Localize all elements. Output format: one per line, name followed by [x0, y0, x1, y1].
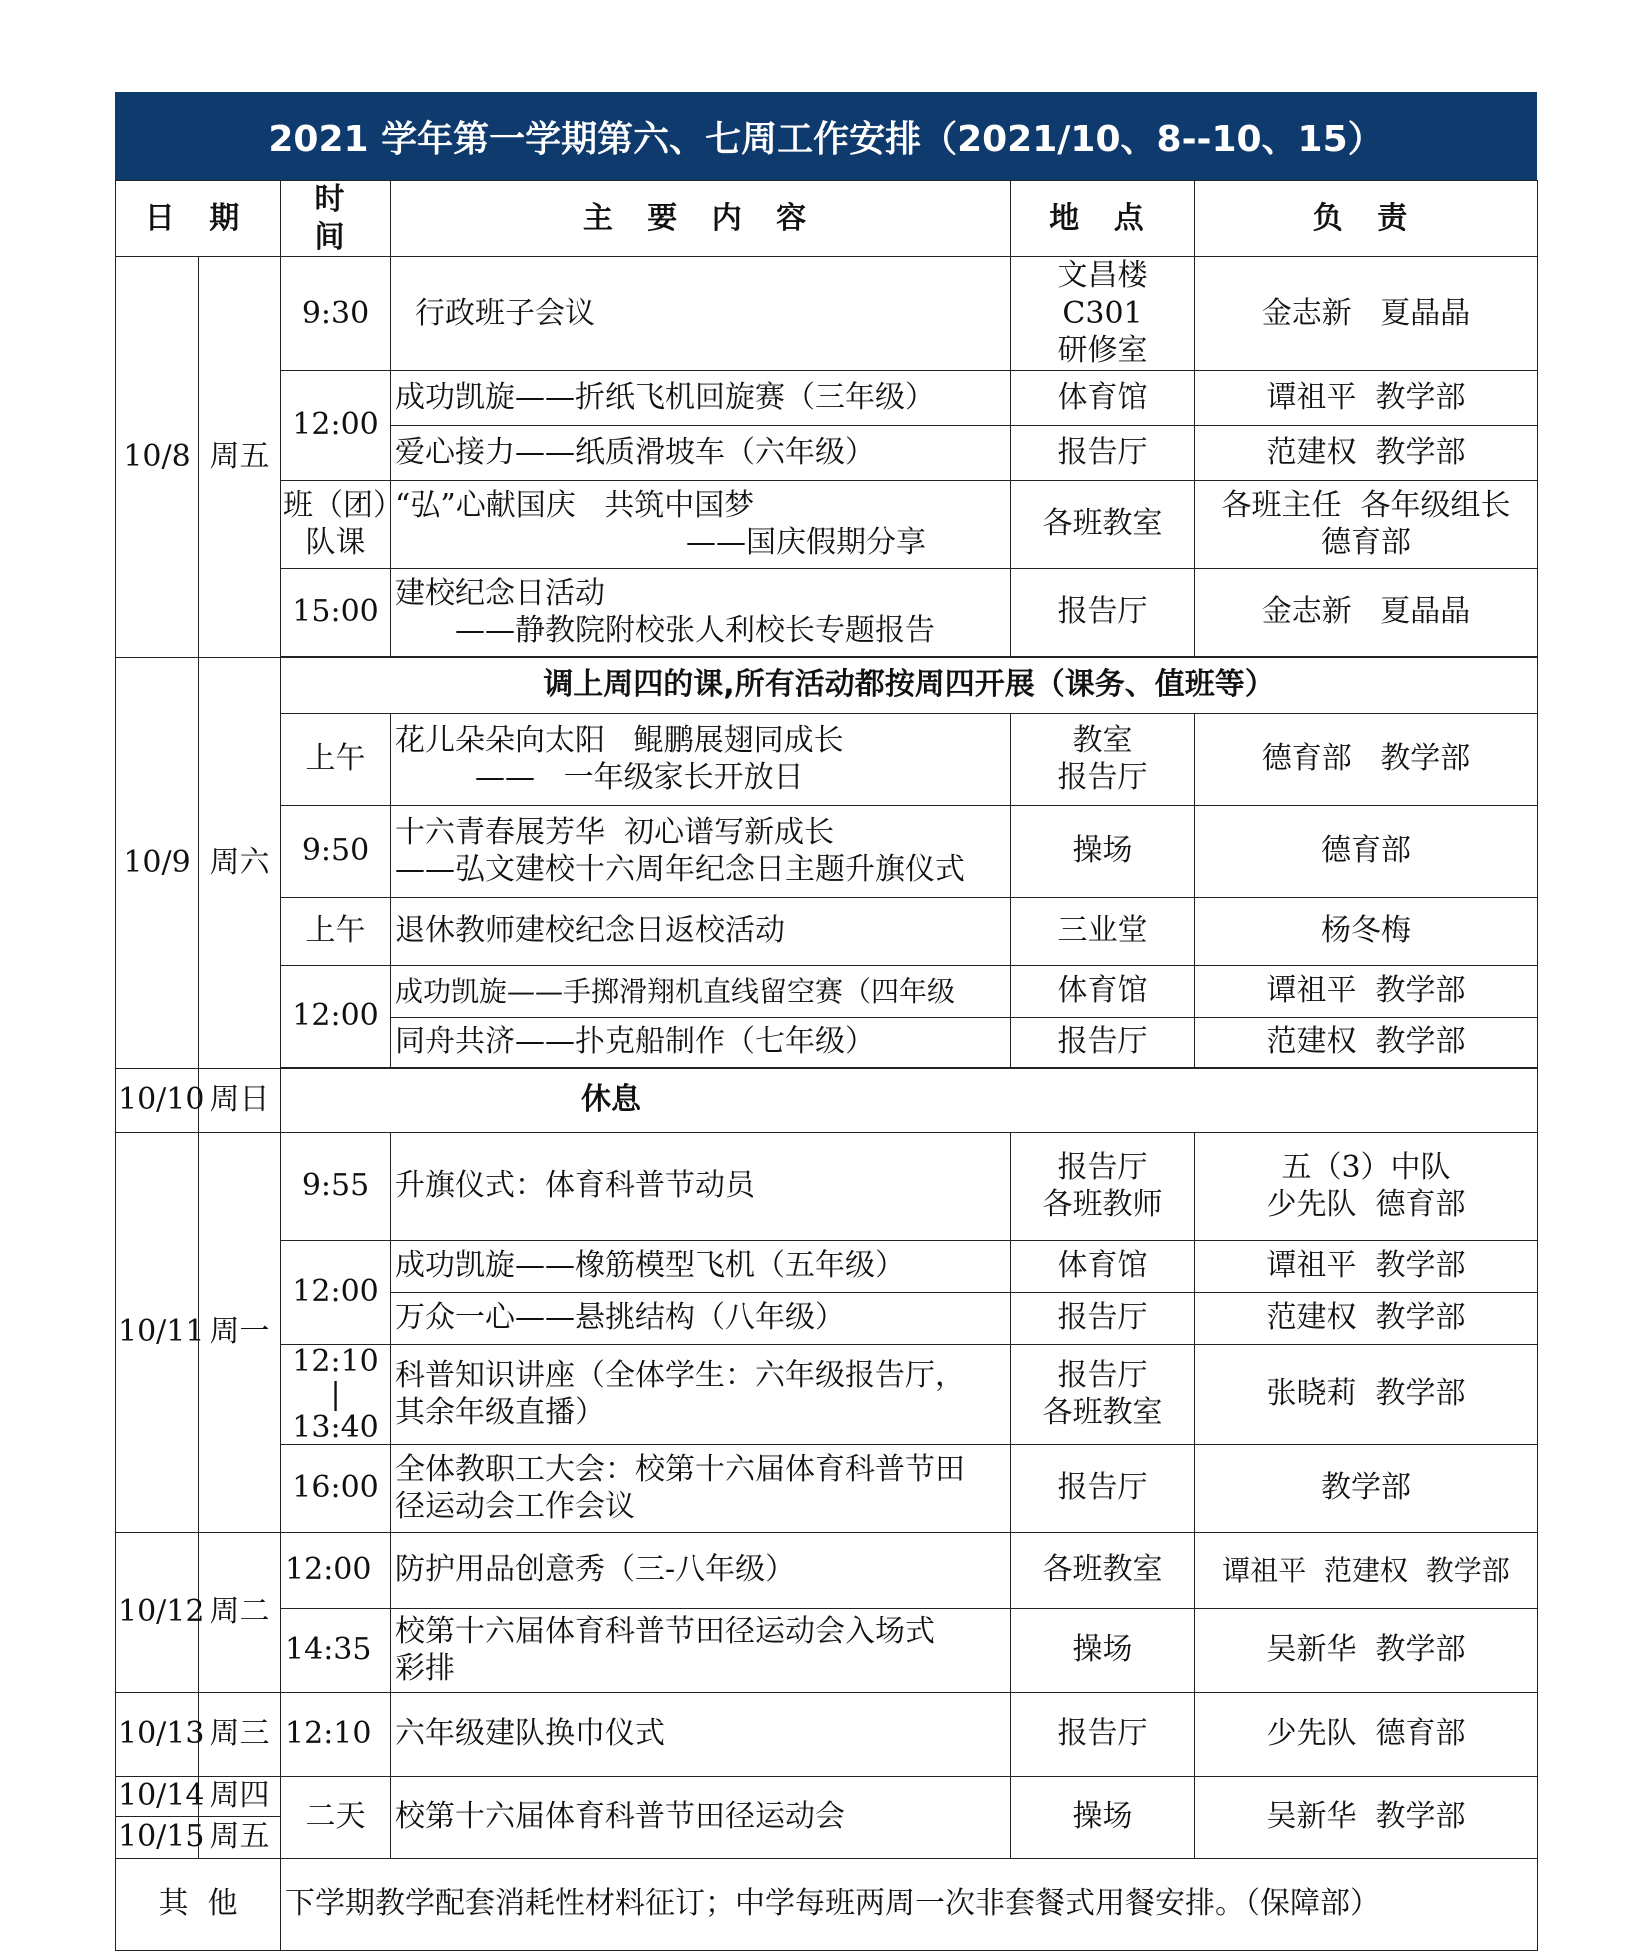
table-row [116, 1132, 1538, 1240]
content-cell [391, 805, 1011, 897]
place-line: 研修室 [1057, 333, 1148, 368]
owner-cell: 德育部 [1195, 805, 1538, 897]
time-line: 班（团） [283, 487, 404, 523]
header-place: 地 点 [1011, 181, 1195, 257]
table-row [116, 257, 1538, 371]
place-cell: 体育馆 [1011, 370, 1195, 425]
table-row [116, 713, 1538, 805]
weekday-cell: 周二 [199, 1532, 281, 1692]
place-cell: 报告厅 [1011, 568, 1195, 656]
table-row [116, 1444, 1538, 1532]
day-note: 调上周四的课,所有活动都按周四开展（课务、值班等） [281, 657, 1538, 713]
place-cell: 报告厅 [1011, 1292, 1195, 1344]
owner-cell: 金志新 夏晶晶 [1195, 257, 1538, 371]
time-cell [281, 1344, 391, 1444]
table-row [116, 1608, 1538, 1692]
other-label: 其 他 [116, 1858, 281, 1950]
time-cell: 14:35 [281, 1608, 391, 1692]
time-cell: 12:00 [281, 370, 391, 480]
place-cell: 报告厅 [1011, 425, 1195, 480]
owner-cell: 教学部 [1195, 1444, 1538, 1532]
page-title: 2021 学年第一学期第六、七周工作安排（2021/10、8--10、15） [115, 92, 1537, 180]
time-cell: 12:10 [281, 1692, 391, 1776]
table-header-row [116, 181, 1538, 257]
other-content: 下学期教学配套消耗性材料征订；中学每班两周一次非套餐式用餐安排。（保障部） [281, 1858, 1538, 1950]
time-cell: 上午 [281, 713, 391, 805]
table-row [116, 480, 1538, 568]
date-cell: 10/15 [116, 1816, 199, 1858]
header-content: 主 要 内 容 [391, 181, 1011, 257]
content-cell: 成功凯旋——折纸飞机回旋赛（三年级） [391, 370, 1011, 425]
content-cell: 行政班子会议 [391, 257, 1011, 371]
content-cell [391, 480, 1011, 568]
content-cell [391, 713, 1011, 805]
owner-cell: 金志新 夏晶晶 [1195, 568, 1538, 656]
owner-cell: 杨冬梅 [1195, 897, 1538, 965]
content-cell: 校第十六届体育科普节田径运动会 [391, 1776, 1011, 1858]
place-line: 各班教室 [1042, 1395, 1163, 1430]
place-line: 各班教师 [1042, 1187, 1163, 1222]
place-cell [1011, 257, 1195, 371]
owner-line: 少先队 德育部 [1266, 1187, 1466, 1222]
owner-line: 五（3）中队 [1281, 1149, 1451, 1185]
content-line: 建校纪念日活动 [395, 575, 606, 611]
owner-cell [1195, 1132, 1538, 1240]
table-row [116, 1776, 1538, 1816]
owner-cell: 张晓莉 教学部 [1195, 1344, 1538, 1444]
weekday-cell: 周日 [199, 1068, 281, 1132]
content-cell: 防护用品创意秀（三-八年级） [391, 1532, 1011, 1608]
weekday-cell: 周五 [199, 1816, 281, 1858]
content-cell: 爱心接力——纸质滑坡车（六年级） [391, 425, 1011, 480]
content-cell: 六年级建队换巾仪式 [391, 1692, 1011, 1776]
time-cell: 16:00 [281, 1444, 391, 1532]
place-line: 文昌楼 C301 [1057, 258, 1148, 331]
time-cell: 9:55 [281, 1132, 391, 1240]
time-line: 13:40 [292, 1409, 379, 1445]
time-cell: 15:00 [281, 568, 391, 656]
weekday-cell: 周五 [199, 257, 281, 658]
content-cell [391, 1608, 1011, 1692]
time-line: 队课 [305, 525, 366, 560]
place-line: 报告厅 [1057, 1149, 1148, 1185]
content-line: ——静教院附校张人利校长专题报告 [455, 613, 936, 648]
place-cell: 体育馆 [1011, 1240, 1195, 1292]
place-line: 报告厅 [1057, 1357, 1148, 1393]
table-row [116, 1692, 1538, 1776]
place-cell [1011, 1344, 1195, 1444]
date-cell: 10/14 [116, 1776, 199, 1816]
place-cell: 各班教室 [1011, 1532, 1195, 1608]
owner-cell: 范建权 教学部 [1195, 1292, 1538, 1344]
table-row [116, 1240, 1538, 1292]
place-cell [1011, 713, 1195, 805]
content-line: 十六青春展芳华 初心谱写新成长 [395, 814, 835, 850]
content-line: 径运动会工作会议 [395, 1489, 636, 1524]
time-cell: 12:00 [281, 965, 391, 1067]
place-cell: 报告厅 [1011, 1692, 1195, 1776]
time-cell [281, 480, 404, 568]
place-cell: 三业堂 [1011, 897, 1195, 965]
content-line: ——国庆假期分享 [686, 525, 927, 560]
place-cell: 体育馆 [1011, 965, 1195, 1017]
time-cell: 12:00 [281, 1532, 391, 1608]
place-cell: 操场 [1011, 805, 1195, 897]
content-cell [391, 568, 1011, 656]
table-row [116, 568, 1538, 656]
place-cell: 各班教室 [1011, 480, 1195, 568]
weekday-cell: 周三 [199, 1692, 281, 1776]
owner-cell: 吴新华 教学部 [1195, 1776, 1538, 1858]
date-cell: 10/10 [116, 1068, 199, 1132]
content-line: 科普知识讲座（全体学生：六年级报告厅， [395, 1357, 966, 1393]
content-line: 花儿朵朵向太阳 鲲鹏展翅同成长 [395, 722, 844, 758]
table-row [116, 965, 1538, 1017]
time-line: 12:10 [292, 1343, 379, 1379]
owner-cell: 少先队 德育部 [1195, 1692, 1538, 1776]
table-row [116, 370, 1538, 425]
owner-cell: 谭祖平 范建权 教学部 [1195, 1532, 1538, 1608]
owner-line: 德育部 [1321, 525, 1412, 560]
weekday-cell: 周四 [199, 1776, 281, 1816]
table-row [116, 657, 1538, 713]
date-cell: 10/11 [116, 1132, 199, 1532]
table-row [116, 1532, 1538, 1608]
content-line: ——弘文建校十六周年纪念日主题升旗仪式 [395, 852, 966, 887]
table-row [116, 1858, 1538, 1950]
time-cell: 二天 [281, 1776, 391, 1858]
date-cell: 10/9 [116, 657, 199, 1068]
owner-cell: 谭祖平 教学部 [1195, 1240, 1538, 1292]
content-line: 其余年级直播） [395, 1395, 606, 1430]
content-cell: 万众一心——悬挑结构（八年级） [391, 1292, 1011, 1344]
place-cell: 报告厅 [1011, 1017, 1195, 1067]
header-date: 日 期 [116, 181, 281, 257]
weekday-cell: 周六 [199, 657, 281, 1068]
content-line: 校第十六届体育科普节田径运动会入场式 [395, 1613, 936, 1649]
time-cell: 9:50 [281, 805, 391, 897]
time-line: | [330, 1376, 341, 1412]
owner-cell: 吴新华 教学部 [1195, 1608, 1538, 1692]
content-cell: 升旗仪式：体育科普节动员 [391, 1132, 1011, 1240]
owner-cell: 范建权 教学部 [1195, 1017, 1538, 1067]
date-cell: 10/13 [116, 1692, 199, 1776]
place-cell: 操场 [1011, 1776, 1195, 1858]
owner-line: 各班主任 各年级组长 [1221, 487, 1511, 523]
owner-cell: 谭祖平 教学部 [1195, 370, 1538, 425]
table-row [116, 1068, 1538, 1132]
content-cell [391, 1344, 1011, 1444]
content-cell: 成功凯旋——手掷滑翔机直线留空赛（四年级 [391, 965, 1011, 1017]
place-line: 教室 [1072, 722, 1133, 758]
content-line: 全体教职工大会：校第十六届体育科普节田 [395, 1451, 966, 1487]
time-cell: 上午 [281, 897, 391, 965]
owner-cell: 德育部 教学部 [1195, 713, 1538, 805]
place-cell: 操场 [1011, 1608, 1195, 1692]
owner-cell [1195, 480, 1538, 568]
content-cell: 同舟共济——扑克船制作（七年级） [391, 1017, 1011, 1067]
content-cell: 成功凯旋——橡筋模型飞机（五年级） [391, 1240, 1011, 1292]
schedule-sheet [115, 92, 1537, 1951]
date-cell: 10/12 [116, 1532, 199, 1692]
content-line: 彩排 [395, 1651, 456, 1686]
schedule-table [115, 180, 1538, 1951]
content-line: —— 一年级家长开放日 [475, 760, 804, 795]
content-line: “弘”心献国庆 共筑中国梦 [395, 487, 755, 523]
place-cell: 报告厅 [1011, 1444, 1195, 1532]
header-time: 时 间 [281, 181, 391, 257]
weekday-cell: 周一 [199, 1132, 281, 1532]
time-cell: 9:30 [281, 257, 391, 371]
owner-cell: 谭祖平 教学部 [1195, 965, 1538, 1017]
place-cell [1011, 1132, 1195, 1240]
content-cell [391, 1444, 1011, 1532]
table-row [116, 897, 1538, 965]
place-line: 报告厅 [1057, 760, 1148, 795]
time-cell: 12:00 [281, 1240, 391, 1344]
date-cell: 10/8 [116, 257, 199, 658]
header-owner: 负 责 [1195, 181, 1538, 257]
content-cell: 退休教师建校纪念日返校活动 [391, 897, 1011, 965]
owner-cell: 范建权 教学部 [1195, 425, 1538, 480]
day-note: 休息 [281, 1068, 1538, 1132]
table-row [116, 1344, 1538, 1444]
table-row [116, 805, 1538, 897]
